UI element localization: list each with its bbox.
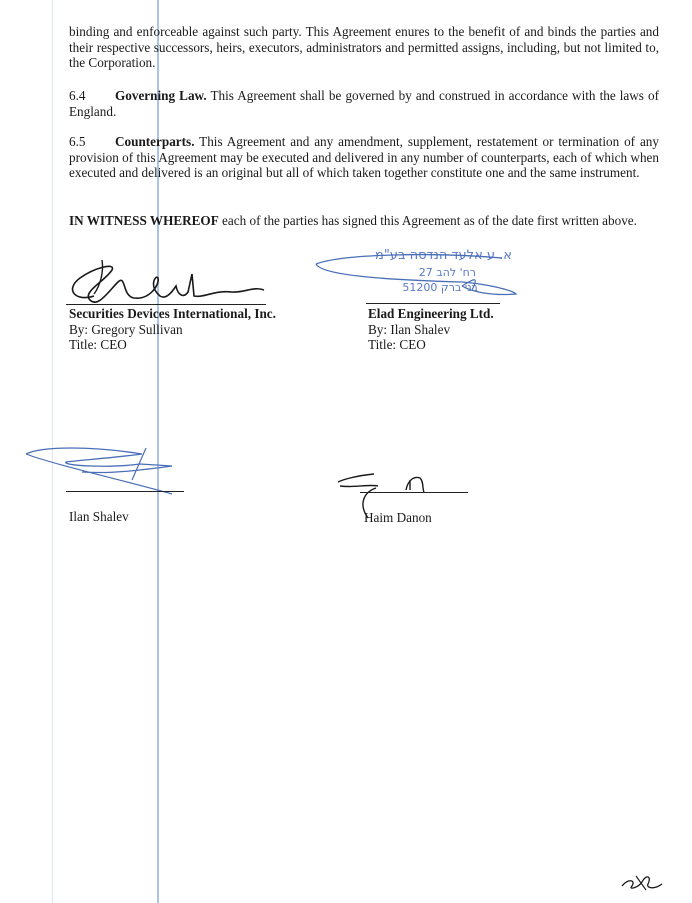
- company-name: Elad Engineering Ltd.: [368, 306, 494, 321]
- section-number: 6.4: [69, 88, 86, 103]
- stamp-line: א. ע אלעד הנדסה בע"מ: [375, 248, 512, 263]
- signatory-by: By: Ilan Shalev: [368, 321, 451, 337]
- paragraph-governing-law: [69, 88, 659, 119]
- individual-name-left: Ilan Shalev: [69, 509, 129, 524]
- signature-line: [66, 304, 266, 305]
- paragraph-witness: [69, 213, 659, 229]
- section-text: This Agreement and any amendment, supplement, restatement or termination of any provision of this Agreement may be executed and delivered in any number of counterparts, each of which when executed and delivered is an original but all of which taken together constitute one and the same instrument.: [69, 134, 659, 181]
- signatory-block-left: [69, 306, 276, 353]
- individual-name-right: Haim Danon: [364, 510, 432, 525]
- witness-text: each of the parties has signed this Agreement as of the date first written above.: [218, 213, 637, 228]
- signature-line: [66, 491, 184, 492]
- signatory-block-right: [368, 306, 494, 353]
- stamp-line: רח' להב 27: [418, 266, 476, 279]
- stamp-line: בני ברק 51200: [402, 281, 478, 294]
- signatory-title: Title: CEO: [69, 337, 127, 353]
- witness-heading: IN WITNESS WHEREOF: [69, 213, 219, 228]
- section-heading: Counterparts.: [115, 134, 195, 149]
- signatory-title: Title: CEO: [368, 337, 426, 353]
- signature-ilan-shalev-company: [312, 250, 522, 306]
- paragraph-binding: binding and enforceable against such party. This Agreement enures to the benefit of and binds the parties and their respective successors, heirs, executors, administrators and permitted assigns, including, but not limited to, the Corporation.: [69, 24, 659, 71]
- signature-line: [366, 303, 500, 304]
- signatory-by: By: Gregory Sullivan: [69, 321, 183, 337]
- company-name: Securities Devices International, Inc.: [69, 306, 276, 321]
- section-heading: Governing Law.: [115, 88, 207, 103]
- page-initials: [618, 868, 666, 894]
- signature-line: [360, 492, 468, 493]
- section-number: 6.5: [69, 134, 86, 149]
- section-text: This Agreement shall be governed by and construed in accordance with the laws of England.: [69, 88, 659, 119]
- paragraph-counterparts: [69, 134, 659, 181]
- signature-gregory-sullivan: [64, 256, 274, 308]
